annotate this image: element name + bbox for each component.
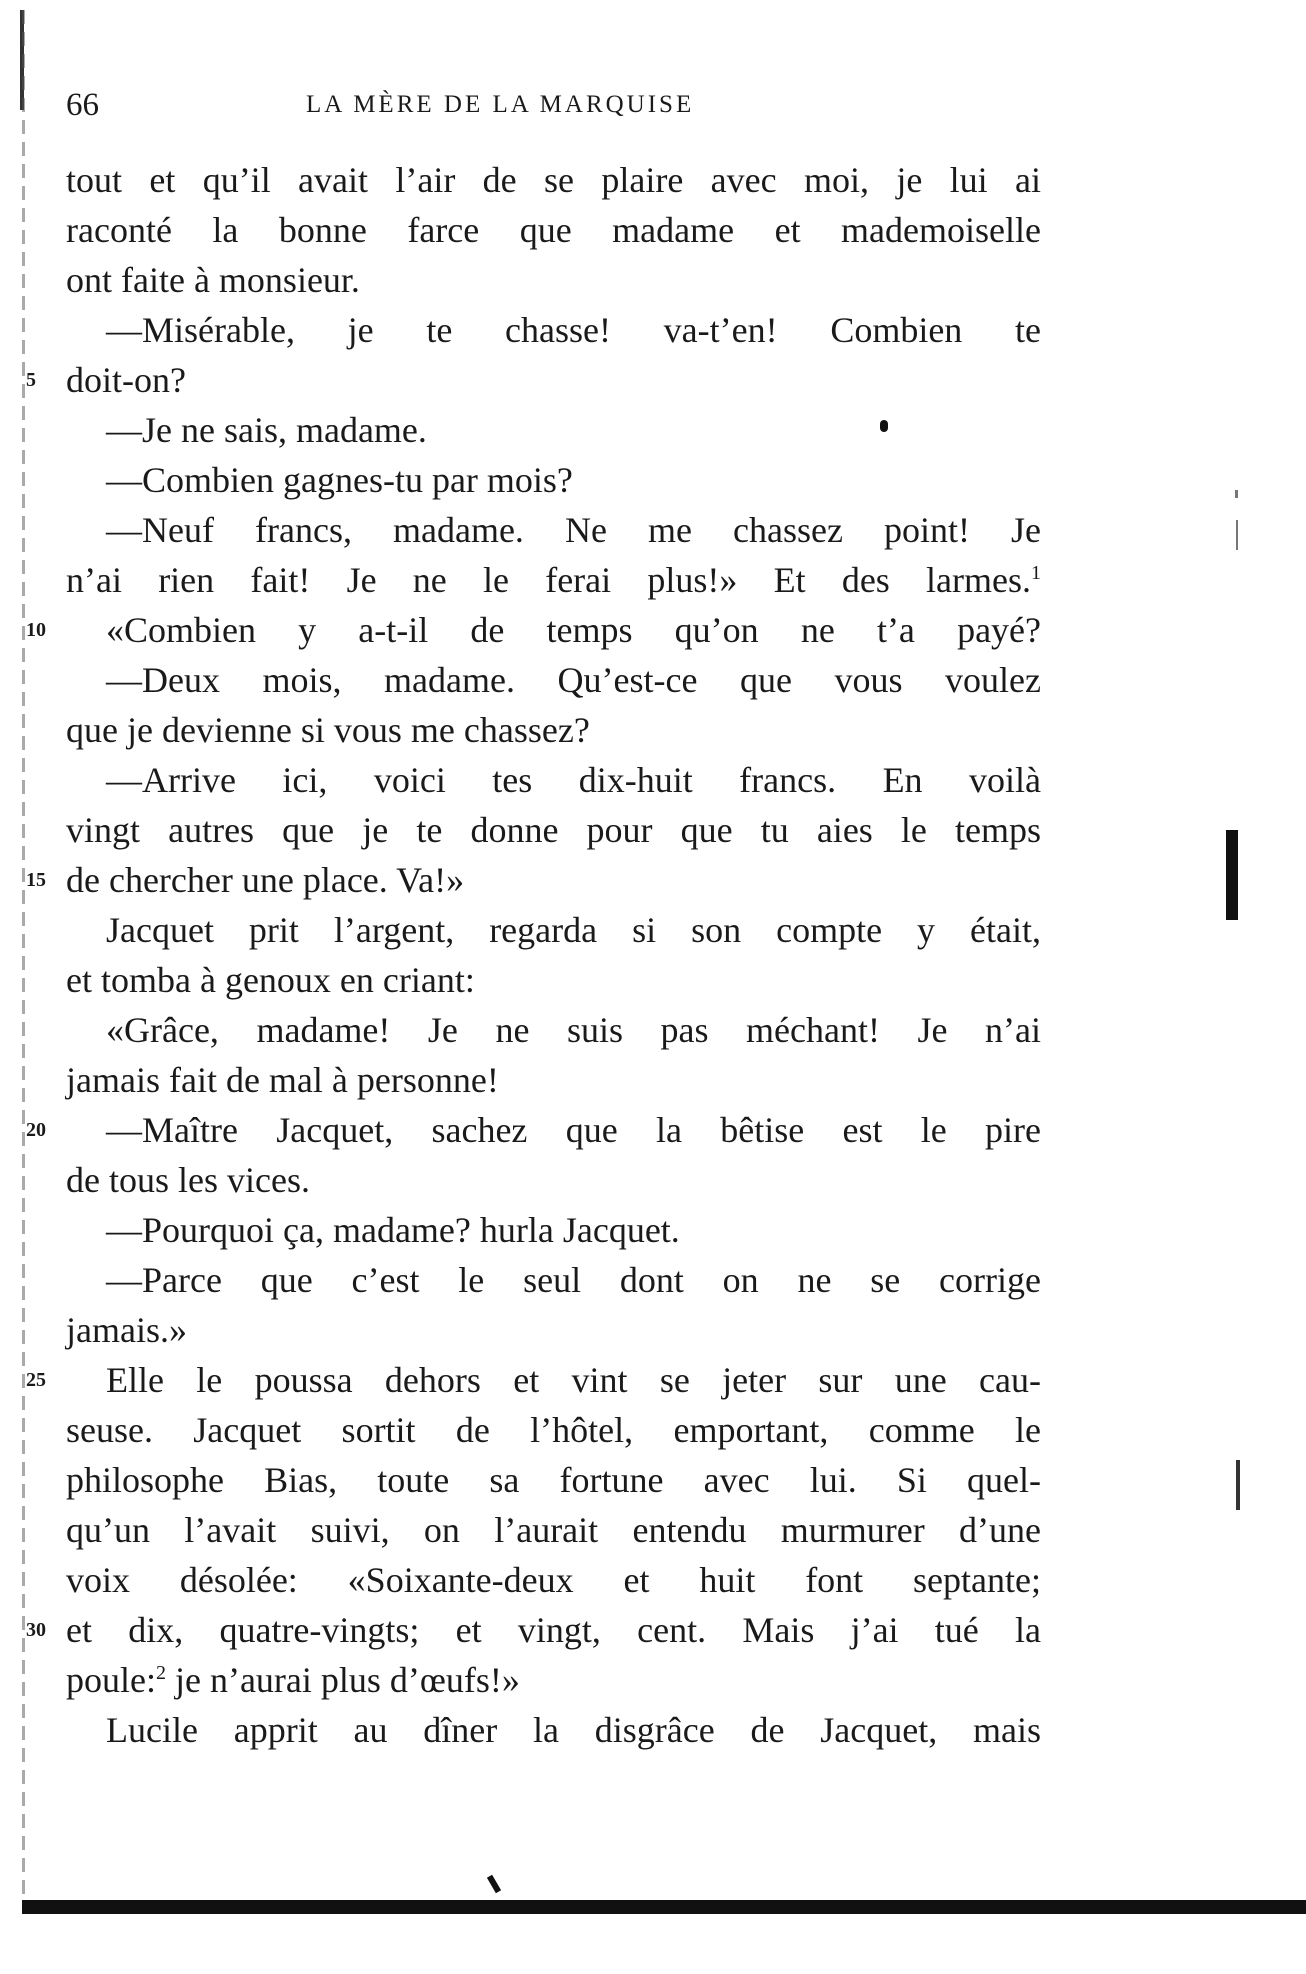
text-line: ont faite à monsieur. xyxy=(66,260,360,300)
text-line: que je devienne si vous me chassez? xyxy=(66,710,590,750)
running-title: LA MÈRE DE LA MARQUISE xyxy=(306,91,695,118)
text-line: qu’un l’avait suivi, on l’aurait entendu murmurer d’une xyxy=(66,1510,1041,1550)
line-number: 20 xyxy=(26,1119,46,1141)
text-line: —Je ne sais, madame. xyxy=(106,410,427,450)
line-number: 15 xyxy=(26,869,46,891)
text-line: n’ai rien fait! Je ne le ferai plus!» Et des larmes.$^1$ xyxy=(66,560,1041,600)
scan-left-edge xyxy=(22,10,25,1910)
text-line: jamais.» xyxy=(66,1310,187,1350)
text-line: Jacquet prit l’argent, regarda si son compte y était, xyxy=(106,910,1041,950)
text-line: poule:$^2$ je n’aurai plus d’œufs!» xyxy=(66,1660,520,1700)
page-number: 66 xyxy=(66,87,99,123)
scan-speck xyxy=(1236,1460,1240,1510)
text-line: 10 «Combien y a-t-il de temps qu’on ne t’a payé? xyxy=(66,605,1041,655)
text-line: 15 de chercher une place. Va!» xyxy=(66,855,1041,905)
text-line: 20 —Maître Jacquet, sachez que la bêtise est le pire xyxy=(66,1105,1041,1155)
text-line: raconté la bonne farce que madame et mademoiselle xyxy=(66,210,1041,250)
text-line: —Combien gagnes-tu par mois? xyxy=(106,460,573,500)
text-line: —Parce que c’est le seul dont on ne se corrige xyxy=(106,1260,1041,1300)
footnote-marker: 1 xyxy=(1031,562,1041,584)
page-header xyxy=(66,85,1066,125)
text-line: —Arrive ici, voici tes dix-huit francs. En voilà xyxy=(106,760,1041,800)
scan-right-mark xyxy=(1226,830,1238,920)
footnote-marker: 2 xyxy=(155,1662,166,1684)
text-line: —Misérable, je te chasse! va-t’en! Combien te xyxy=(106,310,1041,350)
line-number: 25 xyxy=(26,1369,46,1391)
text-line: Lucile apprit au dîner la disgrâce de Jacquet, mais xyxy=(106,1710,1041,1750)
text-line: —Pourquoi ça, madame? hurla Jacquet. xyxy=(106,1210,680,1250)
text-line: et tomba à genoux en criant: xyxy=(66,960,475,1000)
line-number: 10 xyxy=(26,619,46,641)
text-line: —Neuf francs, madame. Ne me chassez point! Je xyxy=(106,510,1041,550)
text-line: jamais fait de mal à personne! xyxy=(66,1060,499,1100)
text-line: 30 et dix, quatre-vingts; et vingt, cent. Mais j’ai tué la xyxy=(66,1605,1041,1655)
text-line: de tous les vices. xyxy=(66,1160,310,1200)
text-line: vingt autres que je te donne pour que tu aies le temps xyxy=(66,810,1041,850)
scan-speck xyxy=(1236,520,1238,550)
text-line: 5 doit-on? xyxy=(66,355,1041,405)
text-line: voix désolée: «Soixante-deux et huit font septante; xyxy=(66,1560,1041,1600)
text-line: philosophe Bias, toute sa fortune avec lui. Si quel- xyxy=(66,1460,1041,1500)
text-line: «Grâce, madame! Je ne suis pas méchant! Je n’ai xyxy=(106,1010,1041,1050)
scan-speck xyxy=(1235,490,1238,498)
scan-speck xyxy=(487,1875,501,1894)
scan-bottom-edge xyxy=(22,1900,1306,1914)
text-line: seuse. Jacquet sortit de l’hôtel, emportant, comme le xyxy=(66,1410,1041,1450)
text-line: 25 Elle le poussa dehors et vint se jeter sur une cau- xyxy=(66,1355,1041,1405)
text-line: tout et qu’il avait l’air de se plaire avec moi, je lui ai xyxy=(66,160,1041,200)
line-number: 30 xyxy=(26,1619,46,1641)
text-line: —Deux mois, madame. Qu’est-ce que vous voulez xyxy=(106,660,1041,700)
body-text xyxy=(26,155,1041,1755)
line-number: 5 xyxy=(26,369,36,391)
